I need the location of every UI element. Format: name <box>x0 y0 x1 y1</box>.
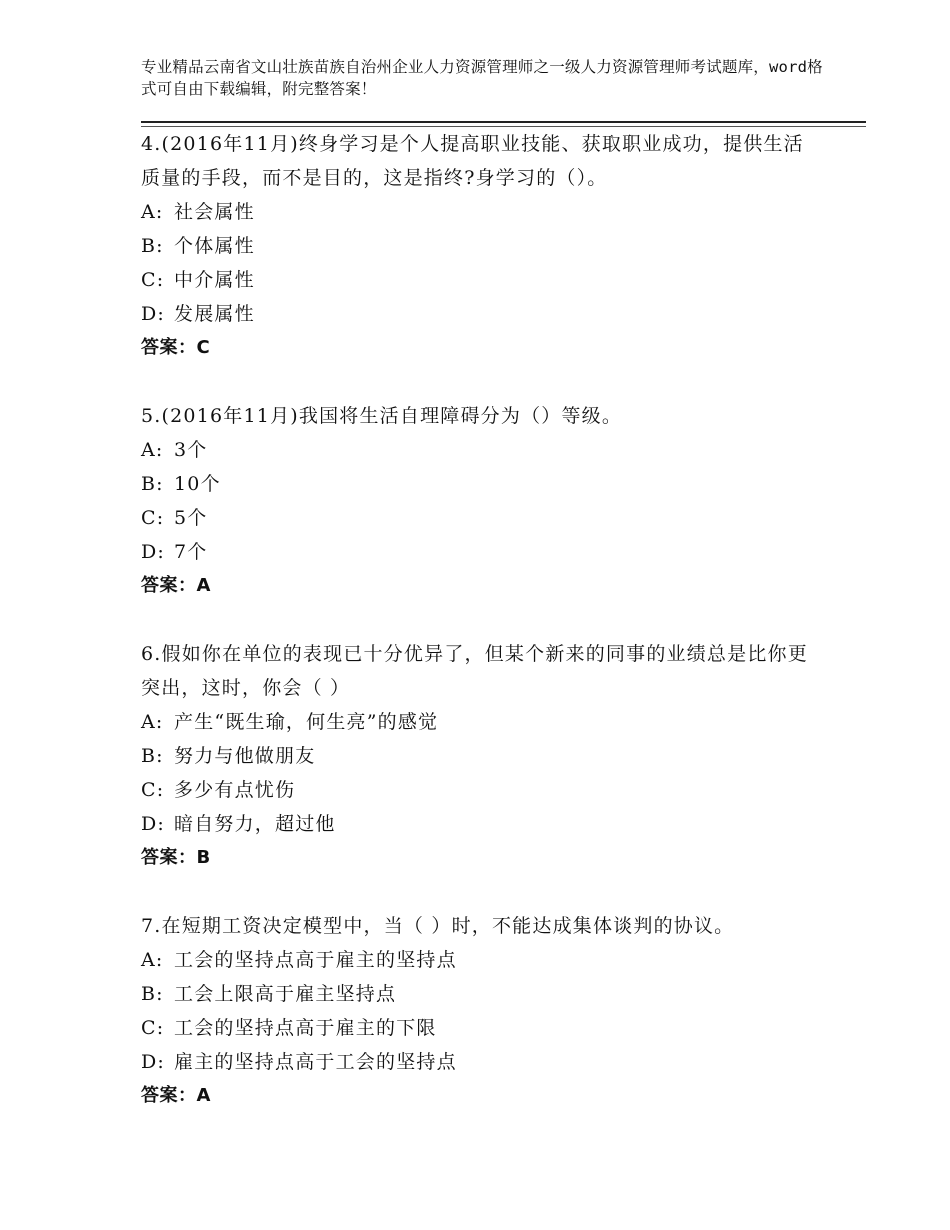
answer-line: 答案：A <box>141 575 211 596</box>
option-a <box>141 705 821 739</box>
option-letter: C: <box>141 779 165 801</box>
option-d <box>141 807 821 841</box>
option-text: 个体属性 <box>174 235 255 257</box>
option-letter: B: <box>141 473 164 495</box>
option-text: 发展属性 <box>174 303 255 325</box>
option-letter: B: <box>141 983 164 1005</box>
option-letter: B: <box>141 235 164 257</box>
option-letter: A: <box>141 949 164 971</box>
option-text: 中介属性 <box>174 269 255 291</box>
option-letter: C: <box>141 1017 165 1039</box>
option-text: 社会属性 <box>174 201 255 223</box>
option-letter: A: <box>141 439 164 461</box>
option-letter: D: <box>141 1051 166 1073</box>
option-a <box>141 943 821 977</box>
option-text: 3个 <box>174 439 208 461</box>
option-a <box>141 195 821 229</box>
question-stem: 6.假如你在单位的表现已十分优异了，但某个新来的同事的业绩总是比你更突出，这时，你会（ ） <box>141 643 808 699</box>
option-text: 雇主的坚持点高于工会的坚持点 <box>174 1051 457 1073</box>
question-list <box>141 127 821 1113</box>
option-letter: B: <box>141 745 164 767</box>
option-text: 10个 <box>174 473 221 495</box>
question-item <box>141 909 821 1113</box>
header-divider-thick <box>141 121 866 123</box>
option-letter: A: <box>141 711 164 733</box>
option-text: 暗自努力，超过他 <box>174 813 336 835</box>
option-c <box>141 1011 821 1045</box>
option-d <box>141 297 821 331</box>
option-c <box>141 263 821 297</box>
option-c <box>141 773 821 807</box>
option-text: 多少有点忧伤 <box>174 779 296 801</box>
option-b <box>141 977 821 1011</box>
answer-line: 答案：C <box>141 337 211 358</box>
answer-line: 答案：A <box>141 1085 211 1106</box>
option-letter: D: <box>141 813 166 835</box>
option-b <box>141 229 821 263</box>
option-text: 7个 <box>174 541 208 563</box>
question-item <box>141 399 821 603</box>
option-text: 5个 <box>174 507 208 529</box>
option-letter: C: <box>141 269 165 291</box>
answer-line: 答案：B <box>141 847 211 868</box>
option-d <box>141 1045 821 1079</box>
option-text: 工会的坚持点高于雇主的下限 <box>174 1017 437 1039</box>
option-letter: D: <box>141 303 166 325</box>
option-text: 产生“既生瑜，何生亮”的感觉 <box>174 711 439 733</box>
option-b <box>141 467 821 501</box>
question-stem: 4.(2016年11月)终身学习是个人提高职业技能、获取职业成功，提供生活质量的手段，而不是目的，这是指终?身学习的（）。 <box>141 133 804 189</box>
option-text: 工会的坚持点高于雇主的坚持点 <box>174 949 457 971</box>
document-header: 专业精品云南省文山壮族苗族自治州企业人力资源管理师之一级人力资源管理师考试题库，word格式可自由下载编辑，附完整答案！ <box>141 58 823 98</box>
option-text: 工会上限高于雇主坚持点 <box>174 983 397 1005</box>
option-a <box>141 433 821 467</box>
option-letter: D: <box>141 541 166 563</box>
option-letter: C: <box>141 507 165 529</box>
option-c <box>141 501 821 535</box>
question-stem: 5.(2016年11月)我国将生活自理障碍分为（）等级。 <box>141 405 623 427</box>
question-item <box>141 127 821 365</box>
option-letter: A: <box>141 201 164 223</box>
question-item <box>141 637 821 875</box>
option-d <box>141 535 821 569</box>
option-b <box>141 739 821 773</box>
option-text: 努力与他做朋友 <box>174 745 316 767</box>
question-stem: 7.在短期工资决定模型中，当（ ）时，不能达成集体谈判的协议。 <box>141 915 735 937</box>
